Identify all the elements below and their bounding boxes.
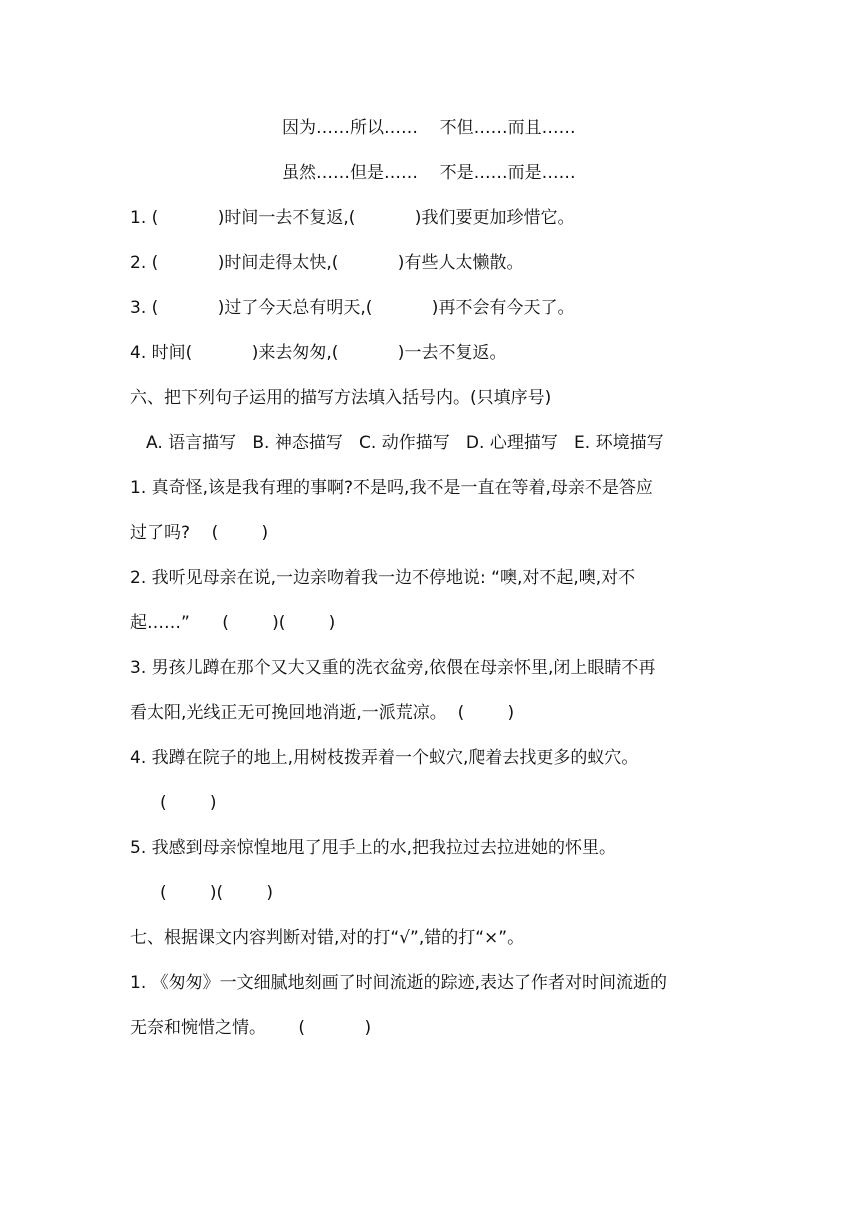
section6-item-2-line1: 2. 我听见母亲在说,一边亲吻着我一边不停地说: “噢,对不起,噢,对不 — [130, 568, 636, 588]
section5-item-2: 2. ( )时间走得太快,( )有些人太懒散。 — [130, 253, 524, 273]
section6-item-1-line1: 1. 真奇怪,该是我有理的事啊?不是吗,我不是一直在等着,母亲不是答应 — [130, 478, 653, 498]
section5-item-4: 4. 时间( )来去匆匆,( )一去不复返。 — [130, 343, 507, 363]
section6-item-3-line1: 3. 男孩儿蹲在那个又大又重的洗衣盆旁,依偎在母亲怀里,闭上眼睛不再 — [130, 658, 656, 678]
section7-item-1-line1: 1. 《匆匆》一文细腻地刻画了时间流逝的踪迹,表达了作者对时间流逝的 — [130, 973, 668, 993]
section5-item-1: 1. ( )时间一去不复返,( )我们要更加珍惜它。 — [130, 208, 575, 228]
section6-item-4-line2: ( ) — [160, 793, 217, 813]
section6-item-4-line1: 4. 我蹲在院子的地上,用树枝拨弄着一个蚁穴,爬着去找更多的蚁穴。 — [130, 748, 639, 768]
section6-options: A. 语言描写 B. 神态描写 C. 动作描写 D. 心理描写 E. 环境描写 — [146, 433, 664, 453]
section6-title: 六、把下列句子运用的描写方法填入括号内。(只填序号) — [130, 388, 552, 408]
conjunction-options-row-2: 虽然……但是…… 不是……而是…… — [282, 163, 576, 183]
section7-item-1-line2: 无奈和惋惜之情。 ( ) — [130, 1018, 372, 1038]
section6-item-2-line2: 起……” ( )( ) — [130, 613, 336, 633]
section6-item-5-line1: 5. 我感到母亲惊惶地甩了甩手上的水,把我拉过去拉进她的怀里。 — [130, 838, 617, 858]
section5-item-3: 3. ( )过了今天总有明天,( )再不会有今天了。 — [130, 298, 575, 318]
section6-item-3-line2: 看太阳,光线正无可挽回地消逝,一派荒凉。 ( ) — [130, 703, 515, 723]
section6-item-1-line2: 过了吗? ( ) — [130, 523, 269, 543]
section6-item-5-line2: ( )( ) — [160, 883, 273, 903]
conjunction-options-row-1: 因为……所以…… 不但……而且…… — [282, 118, 576, 138]
section7-title: 七、根据课文内容判断对错,对的打“√”,错的打“×”。 — [130, 928, 525, 948]
